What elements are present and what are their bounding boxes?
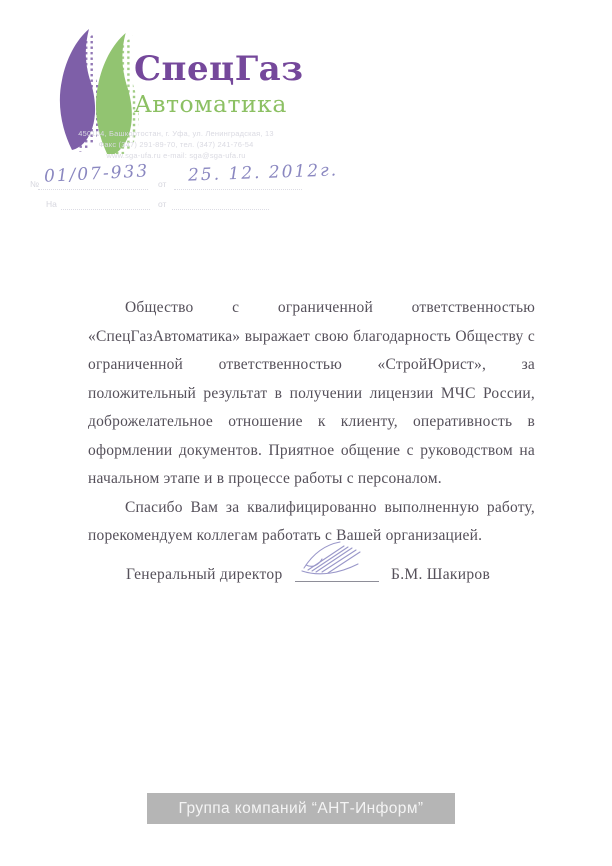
letter-paragraph: Общество с ограниченной ответственностью «СпецГазАвтоматика» выражает свою благодарность Обществу с ограниченной ответственностью «СтройЮрист», за положительный результат в получении лицензии МЧС России, доброжелательное отношение к клиенту, оперативность в оформлении документов. Приятное общение с руководством на начальном этапе и в процессе работы с персоналом. [88, 299, 535, 487]
company-logo-wordmark [134, 49, 304, 118]
reply-from-label: от [158, 199, 167, 209]
signature-line [295, 581, 379, 582]
letter-paragraph: Спасибо Вам за квалифицированно выполненную работу, порекомендуем коллегам работать с Вашей организацией. [88, 498, 535, 544]
company-name-secondary: Автоматика [134, 90, 287, 118]
company-name-primary: СпецГаз [134, 49, 304, 89]
reply-date-line [172, 209, 269, 210]
footer-group-label: Группа компаний “АНТ-Информ” [178, 799, 424, 817]
signature-scribble-icon [298, 538, 370, 585]
ref-date-line [174, 189, 302, 190]
letterhead-contacts [38, 128, 314, 161]
ref-number-line [38, 189, 148, 190]
ref-number-handwritten: 01/07-933 [43, 161, 150, 187]
footer-group-banner [147, 793, 455, 824]
letter-body [88, 294, 535, 551]
contact-phones: Факс (347) 291-89-70, тел. (347) 241-76-54 [98, 140, 254, 149]
signatory-name: Б.М. Шакиров [391, 566, 491, 583]
ref-number-label: № [30, 179, 40, 189]
contact-address: 450104, Башкортостан, г. Уфа, ул. Ленинградская, 13 [78, 129, 274, 138]
contact-web-email: www.sga-ufa.ru e-mail: sga@sga-ufa.ru [106, 151, 246, 160]
ref-date-handwritten: 25. 12. 2012г. [187, 160, 339, 186]
reply-label: На [46, 199, 57, 209]
reply-number-line [61, 209, 150, 210]
signatory-title: Генеральный директор [126, 566, 283, 583]
ref-from-label: от [158, 179, 167, 189]
